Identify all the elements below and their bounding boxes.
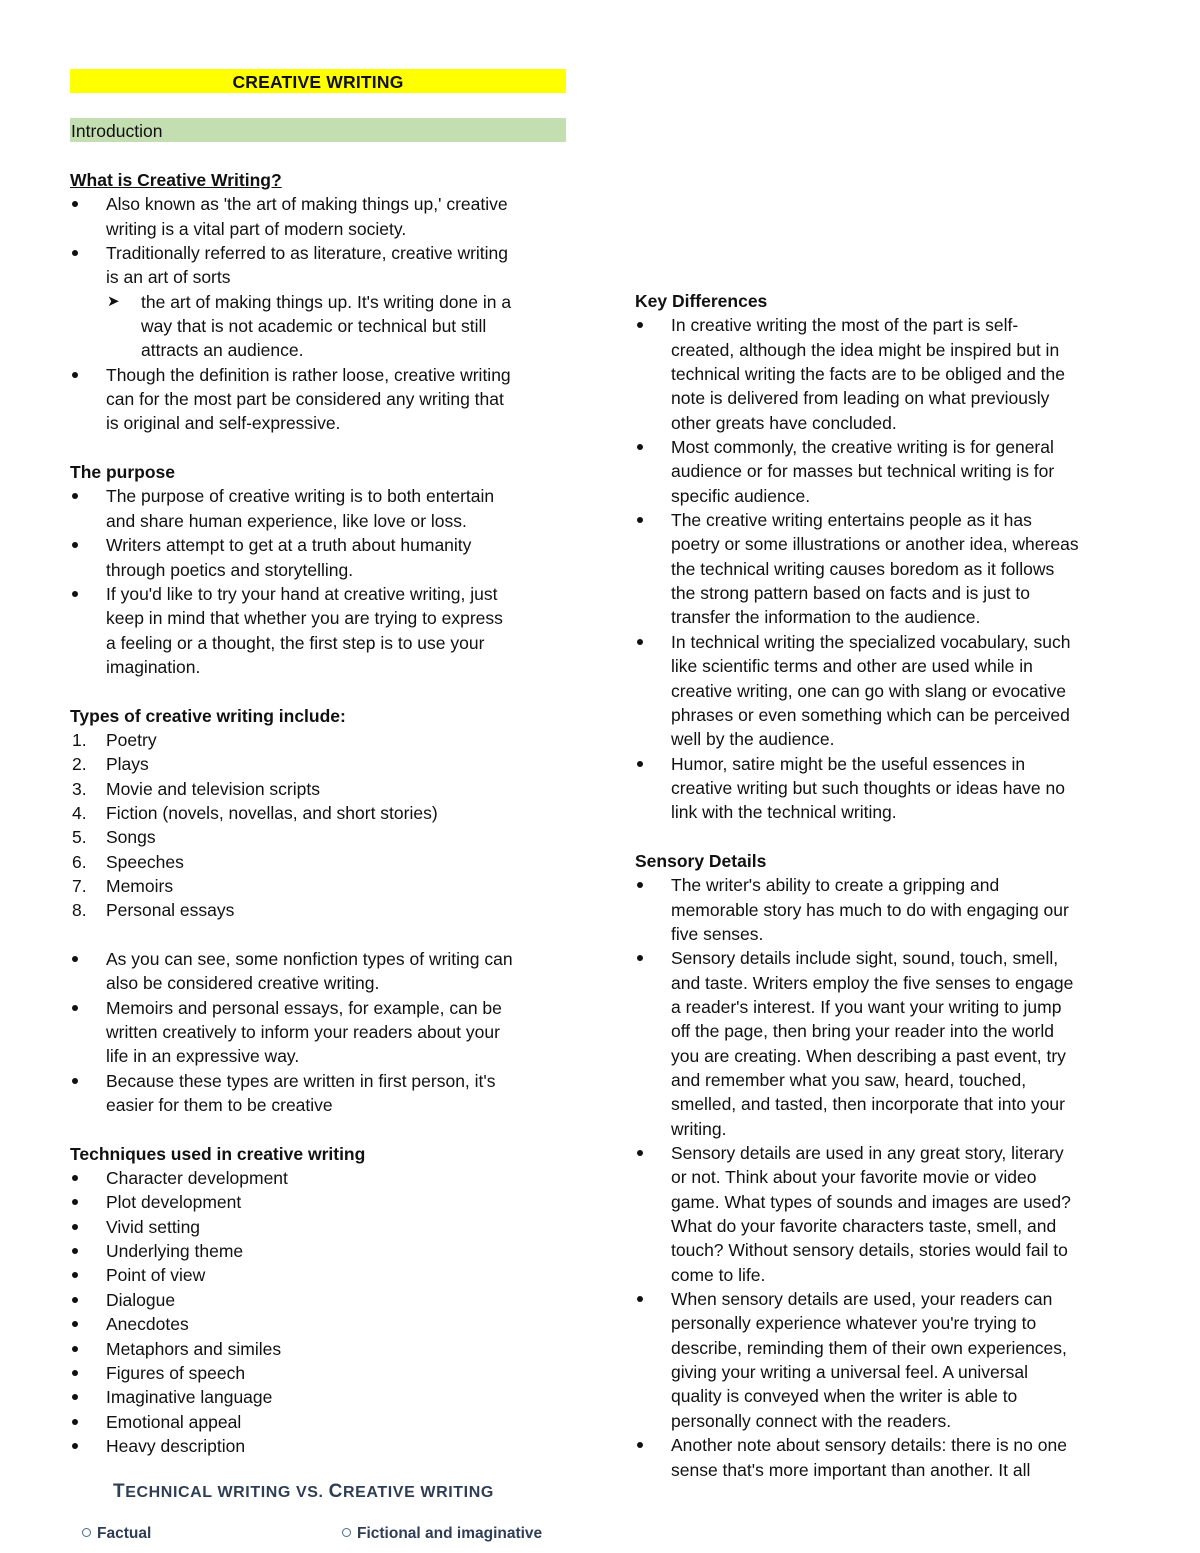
- list-number: 5.: [72, 827, 87, 848]
- types-list: [70, 728, 570, 923]
- line: sense that's more important than another. It all: [671, 1459, 1031, 1480]
- list-item: [70, 947, 570, 996]
- techniques-list: [70, 1166, 570, 1458]
- line: easier for them to be creative: [106, 1095, 333, 1116]
- line: off the page, then bring your reader into the world: [671, 1021, 1054, 1042]
- line: five senses.: [671, 923, 764, 944]
- line: Also known as 'the art of making things up,' creative: [106, 194, 508, 215]
- list-item: [70, 363, 570, 436]
- title-part: ECHNICAL WRITING: [125, 1484, 297, 1501]
- list-item: [70, 874, 570, 898]
- title-initial: C: [328, 1481, 343, 1502]
- item-text: Memoirs: [106, 875, 174, 896]
- list-item: [70, 1312, 570, 1336]
- list-item: [635, 752, 1135, 825]
- list-item: [635, 630, 1135, 752]
- line: quality is conveyed when the writer is able to: [671, 1386, 1018, 1407]
- what-is-heading: What is Creative Writing?: [70, 170, 282, 190]
- line: touch? Without sensory details, stories would fail to: [671, 1240, 1068, 1261]
- line: What do your favorite characters taste, smell, and: [671, 1216, 1057, 1237]
- line: The writer's ability to create a gripping and: [671, 875, 1000, 896]
- line: Another note about sensory details: there is no one: [671, 1435, 1067, 1456]
- list-number: 2.: [72, 754, 87, 775]
- line: personally connect with the readers.: [671, 1410, 952, 1431]
- types-heading: Types of creative writing include:: [70, 705, 346, 726]
- sensory-list: [635, 873, 1135, 1482]
- item-text: Movie and television scripts: [106, 778, 320, 799]
- list-item: [70, 1190, 570, 1214]
- key-differences-heading: Key Differences: [635, 291, 768, 311]
- line: audience or for masses but technical writing is for: [671, 461, 1055, 482]
- list-item: [70, 241, 570, 290]
- line: Though the definition is rather loose, creative writing: [106, 364, 511, 385]
- line: like scientific terms and other are used while in: [671, 656, 1033, 677]
- list-item: [635, 1287, 1135, 1433]
- list-item: [70, 1410, 570, 1434]
- list-item: [70, 850, 570, 874]
- item-text: Metaphors and similes: [106, 1338, 282, 1359]
- what-is-list-2: [70, 363, 570, 436]
- line: Writers attempt to get at a truth about humanity: [106, 535, 472, 556]
- line: creative writing, one can go with slang or evocative: [671, 680, 1066, 701]
- list-item: [70, 1385, 570, 1409]
- item-text: Fiction (novels, novellas, and short stories): [106, 802, 438, 823]
- list-number: 7.: [72, 875, 87, 896]
- line: and share human experience, like love or loss.: [106, 510, 467, 531]
- line: through poetics and storytelling.: [106, 559, 354, 580]
- list-item: [70, 533, 570, 582]
- line: Sensory details are used in any great story, literary: [671, 1143, 1064, 1164]
- line: you are creating. When describing a past event, try: [671, 1045, 1066, 1066]
- list-number: 6.: [72, 851, 87, 872]
- list-item: [70, 484, 570, 533]
- line: The purpose of creative writing is to both entertain: [106, 486, 495, 507]
- list-number: 1.: [72, 729, 87, 750]
- list-item: [635, 946, 1135, 1141]
- what-is-sublist: [70, 290, 570, 363]
- item-text: Emotional appeal: [106, 1411, 242, 1432]
- item-text: Factual: [97, 1525, 152, 1542]
- list-item: [70, 801, 570, 825]
- list-item: [70, 1069, 570, 1118]
- arrow-bullet-icon: ➤: [107, 292, 120, 310]
- list-item: [635, 873, 1135, 946]
- list-item: [635, 313, 1135, 435]
- line: In technical writing the specialized vocabulary, such: [671, 631, 1071, 652]
- item-text: Dialogue: [106, 1289, 176, 1310]
- line: Sensory details include sight, sound, touch, smell,: [671, 948, 1059, 969]
- circle-bullet-icon: [82, 1528, 91, 1537]
- list-number: 4.: [72, 802, 87, 823]
- list-item: [70, 1166, 570, 1190]
- line: created, although the idea might be inspired but in: [671, 339, 1060, 360]
- sensory-heading: Sensory Details: [635, 850, 767, 871]
- list-number: 8.: [72, 900, 87, 921]
- item-text: Vivid setting: [106, 1216, 201, 1237]
- line: attracts an audience.: [141, 340, 304, 361]
- line: transfer the information to the audience.: [671, 607, 981, 628]
- key-differences-section: [635, 289, 1135, 1482]
- what-is-section: [70, 168, 570, 1458]
- what-is-list: [70, 192, 570, 289]
- key-differences-list: [635, 313, 1135, 824]
- item-text: Character development: [106, 1168, 288, 1189]
- item-text: Imaginative language: [106, 1387, 273, 1408]
- list-item: [70, 996, 570, 1069]
- line: come to life.: [671, 1264, 766, 1285]
- line: note is delivered from leading on what previously: [671, 388, 1050, 409]
- line: If you'd like to try your hand at creative writing, just: [106, 583, 498, 604]
- purpose-list: [70, 484, 570, 679]
- list-item: [70, 898, 570, 922]
- line: writing.: [671, 1118, 727, 1139]
- line: creative writing but such thoughts or ideas have no: [671, 777, 1065, 798]
- list-item: [635, 1433, 1135, 1482]
- list-item: [70, 1361, 570, 1385]
- line: keep in mind that whether you are trying to express: [106, 608, 503, 629]
- line: way that is not academic or technical but still: [141, 316, 487, 337]
- line: giving your writing a universal feel. A universal: [671, 1362, 1028, 1383]
- purpose-heading: The purpose: [70, 462, 176, 483]
- item-text: Anecdotes: [106, 1314, 189, 1335]
- item-text: Heavy description: [106, 1435, 246, 1456]
- line: can for the most part be considered any writing that: [106, 389, 504, 410]
- comparison-figure-title: [113, 1481, 494, 1503]
- list-item: [70, 1288, 570, 1312]
- line: Traditionally referred to as literature, creative writing: [106, 243, 509, 264]
- line: Most commonly, the creative writing is for general: [671, 437, 1054, 458]
- item-text: Underlying theme: [106, 1241, 244, 1262]
- line: a reader's interest. If you want your writing to jump: [671, 996, 1062, 1017]
- line: In creative writing the most of the part is self-: [671, 315, 1019, 336]
- introduction-label: Introduction: [70, 118, 566, 142]
- list-item: [70, 1434, 570, 1458]
- list-item: [635, 435, 1135, 508]
- line: a feeling or a thought, the first step is to use your: [106, 632, 485, 653]
- list-number: 3.: [72, 778, 87, 799]
- list-item: [70, 1263, 570, 1287]
- line: As you can see, some nonfiction types of writing can: [106, 949, 513, 969]
- line: game. What types of sounds and images are used?: [671, 1191, 1071, 1212]
- list-item: [635, 1141, 1135, 1287]
- line: the strong pattern based on facts and is just to: [671, 583, 1030, 604]
- line: is original and self-expressive.: [106, 413, 341, 434]
- line: also be considered creative writing.: [106, 973, 380, 994]
- line: is an art of sorts: [106, 267, 231, 288]
- line: life in an expressive way.: [106, 1046, 300, 1067]
- types-notes-list: [70, 947, 570, 1117]
- item-text: Fictional and imaginative: [357, 1525, 543, 1542]
- figure-right-item: [342, 1525, 542, 1543]
- list-item: [70, 825, 570, 849]
- line: link with the technical writing.: [671, 802, 897, 823]
- line: describe, reminding them of their own experiences,: [671, 1337, 1067, 1358]
- line: written creatively to inform your readers about your: [106, 1022, 500, 1043]
- line: imagination.: [106, 656, 201, 677]
- item-text: Plot development: [106, 1192, 242, 1213]
- title-part: REATIVE WRITING: [342, 1484, 494, 1501]
- list-item: [70, 1215, 570, 1239]
- circle-bullet-icon: [342, 1528, 351, 1537]
- list-item: [70, 728, 570, 752]
- line: When sensory details are used, your readers can: [671, 1289, 1053, 1310]
- line: personally experience whatever you're trying to: [671, 1313, 1037, 1334]
- item-text: Poetry: [106, 729, 157, 750]
- item-text: Personal essays: [106, 900, 235, 921]
- title-vs: VS.: [296, 1484, 329, 1501]
- line: and remember what you saw, heard, touched,: [671, 1070, 1027, 1090]
- list-item: [70, 777, 570, 801]
- line: poetry or some illustrations or another idea, whereas: [671, 534, 1079, 555]
- item-text: Plays: [106, 754, 149, 775]
- figure-left-item: [82, 1525, 151, 1543]
- line: specific audience.: [671, 485, 811, 506]
- item-text: Point of view: [106, 1265, 206, 1286]
- line: and taste. Writers employ the five senses to engage: [671, 972, 1074, 993]
- list-item: [635, 508, 1135, 630]
- line: writing is a vital part of modern society.: [106, 218, 407, 239]
- line: phrases or even something which can be perceived: [671, 704, 1070, 725]
- line: technical writing the facts are to be obliged and the: [671, 364, 1065, 385]
- line: memorable story has much to do with engaging our: [671, 899, 1069, 920]
- item-text: Songs: [106, 827, 156, 848]
- title-initial: T: [113, 1481, 126, 1502]
- list-item: [70, 582, 570, 679]
- line: The creative writing entertains people as it has: [671, 510, 1032, 531]
- document-title: CREATIVE WRITING: [70, 69, 566, 93]
- line: the technical writing causes boredom as it follows: [671, 558, 1055, 579]
- list-item: [70, 752, 570, 776]
- line: or not. Think about your favorite movie or video: [671, 1167, 1037, 1188]
- sub-list-item: [70, 290, 570, 363]
- item-text: Speeches: [106, 851, 184, 872]
- item-text: Figures of speech: [106, 1362, 246, 1383]
- line: other greats have concluded.: [671, 412, 897, 433]
- line: Humor, satire might be the useful essences in: [671, 753, 1026, 774]
- techniques-heading: Techniques used in creative writing: [70, 1143, 366, 1164]
- line: the art of making things up. It's writing done in a: [141, 291, 512, 312]
- line: Because these types are written in first person, it's: [106, 1070, 496, 1091]
- list-item: [70, 192, 570, 241]
- line: well by the audience.: [671, 729, 835, 750]
- line: smelled, and tasted, then incorporate that into your: [671, 1094, 1065, 1115]
- list-item: [70, 1239, 570, 1263]
- line: Memoirs and personal essays, for example, can be: [106, 997, 502, 1018]
- list-item: [70, 1337, 570, 1361]
